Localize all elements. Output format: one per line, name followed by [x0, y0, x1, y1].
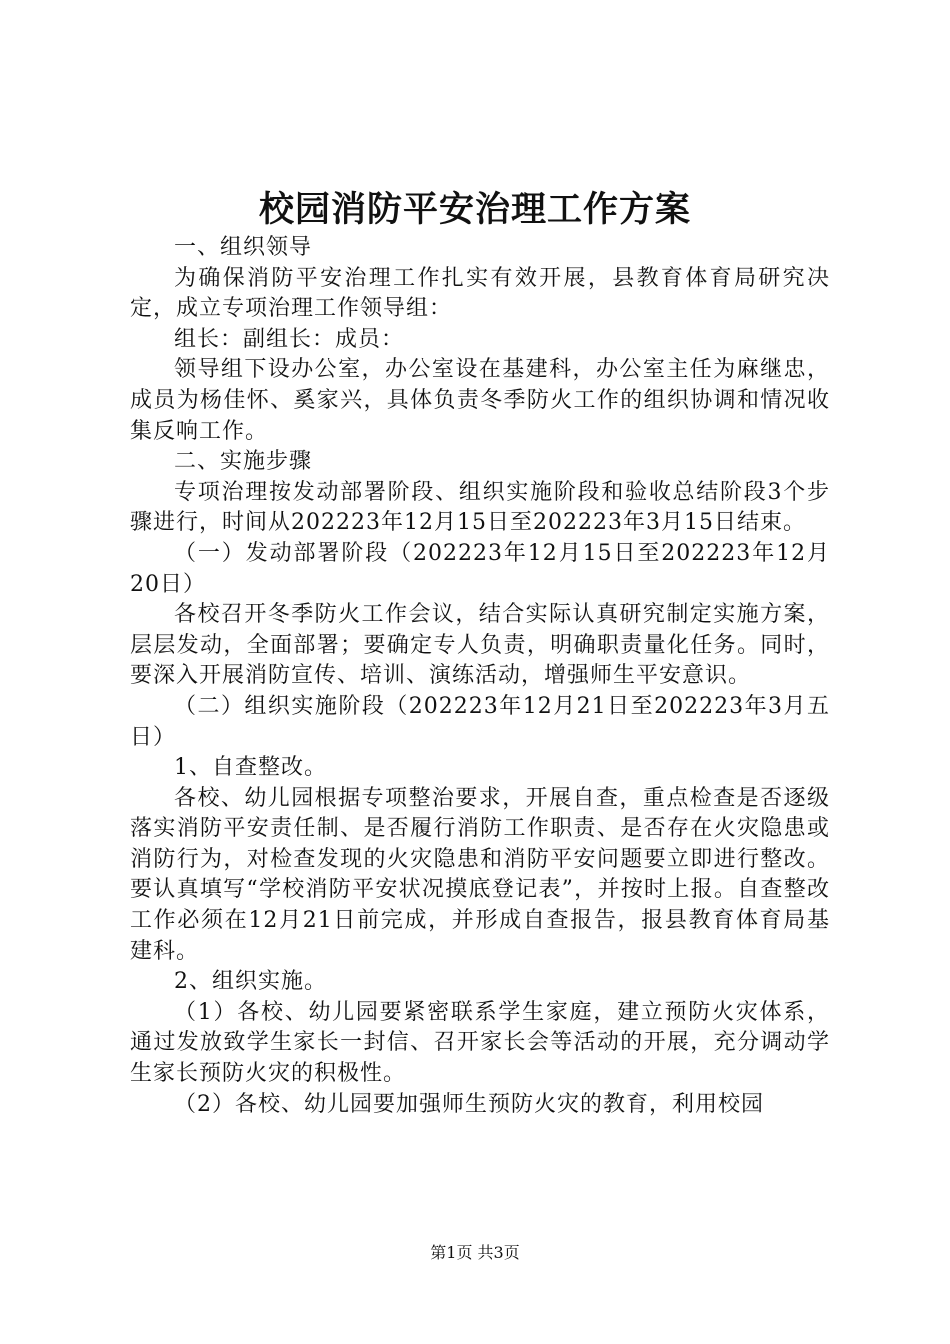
paragraph: 专项治理按发动部署阶段、组织实施阶段和验收总结阶段3个步骤进行，时间从202223年12月15日至202223年3月15日结束。 [130, 479, 830, 536]
paragraph: （1）各校、幼儿园要紧密联系学生家庭，建立预防火灾体系，通过发放致学生家长一封信、召开家长会等活动的开展，充分调动学生家长预防火灾的积极性。 [130, 999, 830, 1087]
paragraph-item-heading: 1、自查整改。 [174, 755, 327, 781]
document-title: 校园消防平安治理工作方案 [258, 189, 691, 230]
paragraph: 领导组下设办公室，办公室设在基建科，办公室主任为麻继忠，成员为杨佳怀、奚家兴，具体负责冬季防火工作的组织协调和情况收集反响工作。 [130, 357, 830, 444]
paragraph: （2）各校、幼儿园要加强师生预防火灾的教育，利用校园 [174, 1091, 764, 1117]
paragraph-subheading: （一）发动部署阶段（202223年12月15日至202223年12月20日） [130, 540, 830, 597]
paragraph-section-2-heading: 二、实施步骤 [174, 449, 313, 475]
paragraph: 为确保消防平安治理工作扎实有效开展，县教育体育局研究决定，成立专项治理工作领导组： [130, 265, 830, 322]
paragraph-item-heading: 2、组织实施。 [174, 969, 327, 995]
paragraph-section-1-heading: 一、组织领导 [174, 235, 313, 260]
document-body [130, 233, 830, 1120]
paragraph: 各校召开冬季防火工作会议，结合实际认真研究制定实施方案，层层发动，全面部署；要确定专人负责，明确职责量化任务。同时，要深入开展消防宣传、培训、演练活动，增强师生平安意识。 [130, 602, 830, 689]
paragraph: 组长：副组长：成员： [174, 326, 405, 352]
paragraph-subheading: （二）组织实施阶段（202223年12月21日至202223年3月五日） [130, 693, 830, 750]
page-footer: 第1页 共3页 [430, 1243, 520, 1262]
paragraph: 各校、幼儿园根据专项整治要求，开展自查，重点检查是否逐级落实消防平安责任制、是否履行消防工作职责、是否存在火灾隐患或消防行为，对检查发现的火灾隐患和消防平安问题要立即进行整改。要认真填写“学校消防平安状况摸底登记表”，并按时上报。自查整改工作必须在12月21日前完成，并形成自查报告，报县教育体育局基建科。 [130, 785, 830, 964]
